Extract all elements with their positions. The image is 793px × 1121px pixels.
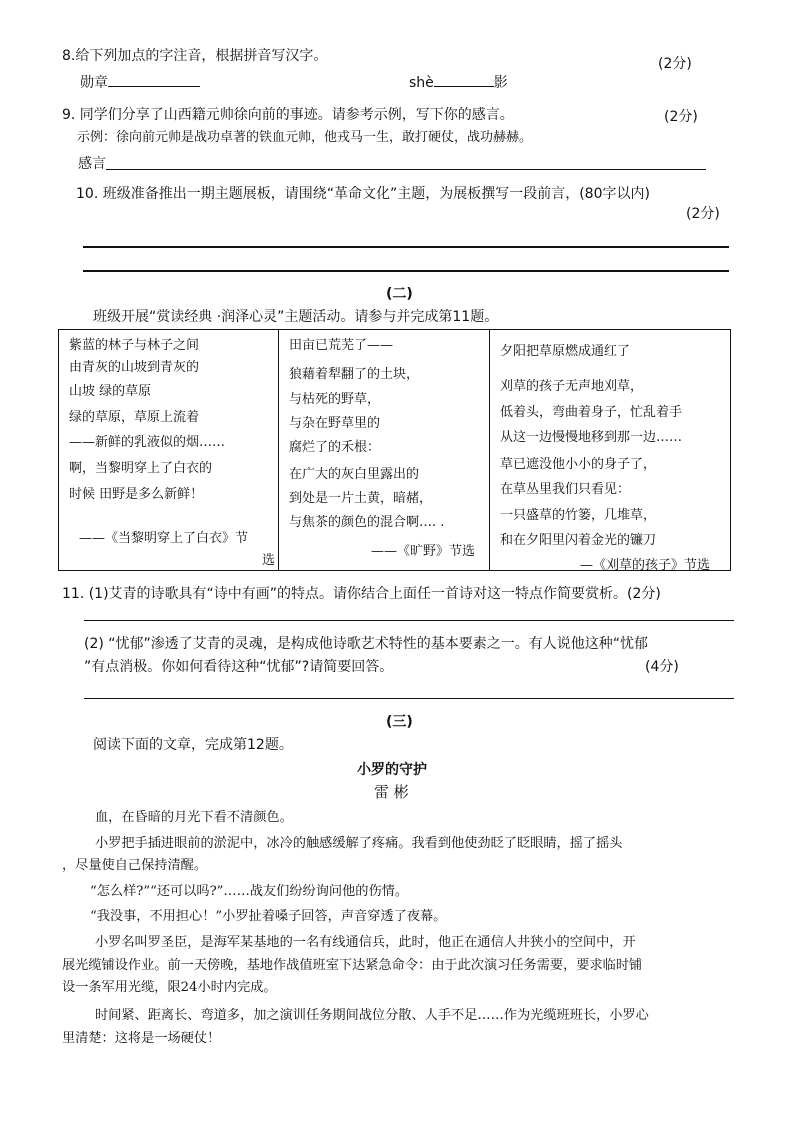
poem-cell-3 xyxy=(490,330,731,571)
section2-intro: 班级开展“赏读经典 ·润泽心灵”主题活动。请参与并完成第11题。 xyxy=(93,309,499,325)
section3-heading: (三) xyxy=(386,714,413,730)
q8-item2 xyxy=(409,72,508,92)
q8-stem: 8.给下列加点的字注音，根据拼音写汉字。 xyxy=(62,48,328,64)
poem2-source: ——《旷野》节选 xyxy=(371,544,476,559)
poem2-line: 田亩已荒芜了—— xyxy=(289,338,394,353)
poem3-line: 低着头，弯曲着身子，忙乱着手 xyxy=(500,405,683,420)
poem1-line: 绿的草原，草原上流着 xyxy=(69,410,200,425)
poem3-line: 从这一边慢慢地移到那一边…… xyxy=(500,430,683,445)
q8-score: (2分) xyxy=(658,56,692,72)
q10-answer-line-1[interactable] xyxy=(83,246,729,248)
q8-item1-word: 勋章 xyxy=(80,75,108,91)
poem1-source: ——《当黎明穿上了白衣》节 xyxy=(79,531,249,546)
article-paragraph: 小罗名叫罗圣臣，是海军某基地的一名有线通信兵，此时，他正在通信人井狭小的空间中，开 xyxy=(95,935,636,950)
poem2-line: 在广大的灰白里露出的 xyxy=(289,467,420,482)
q8-item2-blank[interactable] xyxy=(434,72,494,87)
poem2-line: 到处是一片土黄，暗赭， xyxy=(289,491,433,506)
section2-heading: (二) xyxy=(386,286,413,302)
poem3-line: 草已遮没他小小的身子了， xyxy=(500,457,657,472)
poem-cell-1 xyxy=(59,330,279,571)
poem1-source-tail: 选 xyxy=(262,553,276,568)
article-paragraph: 血，在昏暗的月光下看不清颜色。 xyxy=(95,810,293,825)
poems-table xyxy=(58,329,731,571)
poem2-line: 与杂在野草里的 xyxy=(289,416,381,431)
q9-stem: 9. 同学们分享了山西籍元帅徐向前的事迹。请参考示例，写下你的感言。 xyxy=(62,107,514,123)
q11-part1: 11. (1)艾青的诗歌具有“诗中有画”的特点。请你结合上面任一首诗对这一特点作简要赏析。(2分) xyxy=(62,586,661,602)
poem1-line: ——新鲜的乳液似的烟…… xyxy=(69,435,226,450)
q10-stem: 10. 班级准备推出一期主题展板，请围绕“革命文化”主题，为展板撰写一段前言，(80字以内) xyxy=(76,186,650,202)
section3-intro: 阅读下面的文章，完成第12题。 xyxy=(93,737,293,753)
poem3-line: 在草丛里我们只看见： xyxy=(500,482,631,497)
article-paragraph: 时间紧、距离长、弯道多，加之演训任务期间战位分散、人手不足……作为光缆班班长，小罗心 xyxy=(95,1008,649,1023)
article-title: 小罗的守护 xyxy=(357,762,427,778)
poem2-line: 与焦茶的颜色的混合啊…. . xyxy=(289,515,445,530)
poem3-line: 一只盛草的竹篓，几堆草， xyxy=(500,508,657,523)
poem3-source: —《刈草的孩子》节选 xyxy=(580,558,711,573)
article-paragraph: 设一条军用光缆，限24小时内完成。 xyxy=(62,980,277,995)
q10-answer-line-2[interactable] xyxy=(83,270,729,272)
article-paragraph: ，尽量使自己保持清醒。 xyxy=(62,858,208,873)
article-paragraph: 里清楚：这将是一场硬仗！ xyxy=(62,1031,221,1046)
q9-example: 示例：徐向前元帅是战功卓著的铁血元帅，他戎马一生，敢打硬仗，战功赫赫。 xyxy=(77,130,533,145)
poem1-line: 山坡 绿的草原 xyxy=(69,384,152,399)
q8-item1 xyxy=(80,72,200,92)
article-paragraph: 展光缆铺设作业。前一天傍晚，基地作战值班室下达紧急命令：由于此次演习任务需要，要求临时铺 xyxy=(62,958,643,973)
q11-part2-answer-line[interactable] xyxy=(84,698,734,699)
poem3-line: 夕阳把草原燃成通红了 xyxy=(500,344,631,359)
poem-cell-2 xyxy=(279,330,490,571)
poem1-line: 紫蓝的林子与林子之间 xyxy=(69,338,200,353)
q9-answer-label: 感言 xyxy=(78,156,106,172)
article-paragraph: “怎么样?”“还可以吗?”……战友们纷纷询问他的伤情。 xyxy=(90,884,409,899)
q11-part1-answer-line[interactable] xyxy=(84,620,734,621)
q9-answer-line[interactable] xyxy=(106,169,706,170)
q11-part2-line2: ”有点消极。你如何看待这种“忧郁”?请简要回答。 xyxy=(84,659,394,675)
article-author: 雷 彬 xyxy=(374,783,409,801)
poem1-line: 啊，当黎明穿上了白衣的 xyxy=(69,461,213,476)
poem2-line: 狼藉着犁翻了的土块， xyxy=(289,367,420,382)
q8-item2-pinyin: shè xyxy=(409,75,434,91)
poem2-line: 腐烂了的禾根： xyxy=(289,440,381,455)
q11-part2-score: (4分) xyxy=(645,659,679,675)
q9-score: (2分) xyxy=(664,109,698,125)
q11-part2-line1: (2) “忧郁”渗透了艾青的灵魂，是构成他诗歌艺术特性的基本要素之一。有人说他这种“忧郁 xyxy=(84,636,649,652)
poem3-line: 刈草的孩子无声地刈草， xyxy=(500,379,644,394)
poem1-line: 时候 田野是多么新鲜！ xyxy=(69,487,204,502)
article-paragraph: “我没事，不用担心！”小罗扯着嗓子回答，声音穿透了夜幕。 xyxy=(90,909,447,924)
q10-score: (2分) xyxy=(686,206,720,222)
poem1-line: 由青灰的山坡到青灰的 xyxy=(69,360,200,375)
poem2-line: 与枯死的野草， xyxy=(289,392,381,407)
poem3-line: 和在夕阳里闪着金光的镰刀 xyxy=(500,533,657,548)
q8-item1-blank[interactable] xyxy=(108,72,200,87)
q8-item2-suffix: 影 xyxy=(493,75,508,91)
article-paragraph: 小罗把手插进眼前的淤泥中，冰冷的触感缓解了疼痛。我看到他使劲眨了眨眼睛，摇了摇头 xyxy=(95,836,623,851)
